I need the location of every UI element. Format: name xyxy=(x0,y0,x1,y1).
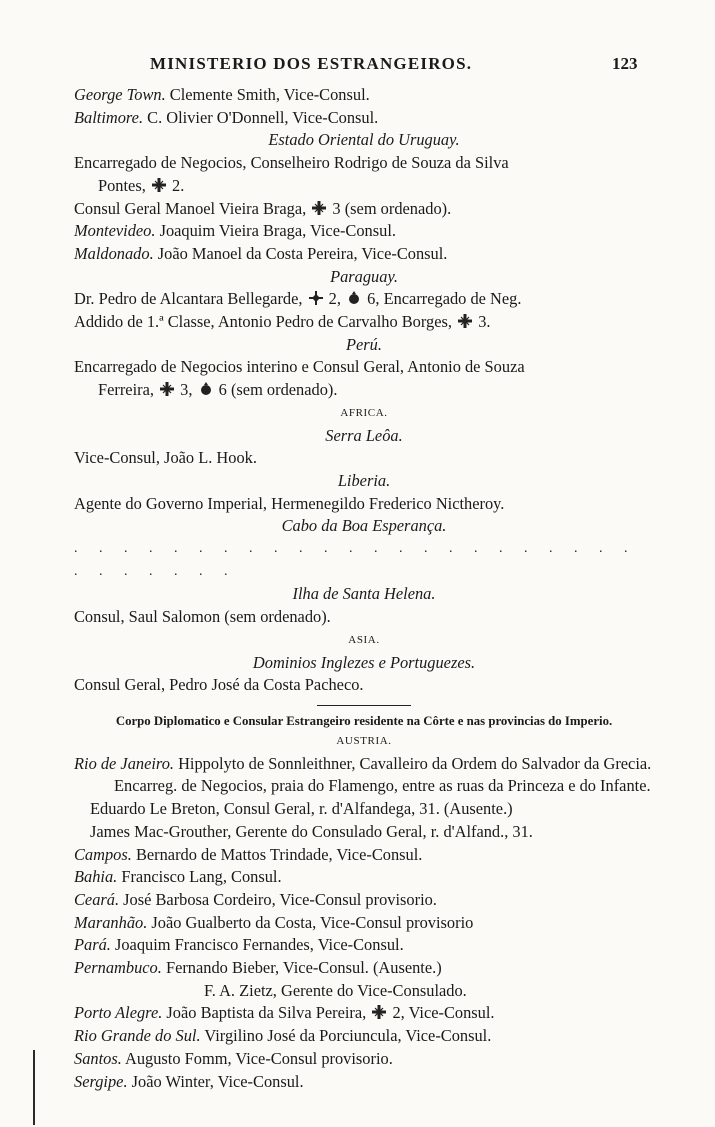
entry-text: João Baptista da Silva Pereira, xyxy=(162,1003,367,1023)
entry-line xyxy=(74,107,654,130)
entry-line: Encarregado de Negocios, Conselheiro Rodrigo de Souza da Silva xyxy=(74,153,509,173)
place-name: Santos. xyxy=(74,1048,122,1068)
place-name: Ceará. xyxy=(74,889,120,909)
subsection-heading: Ilha de Santa Helena. xyxy=(292,584,436,604)
entry-line: Encarregado de Negocios interino e Consul Geral, Antonio de Souza xyxy=(74,357,525,377)
entry-line xyxy=(74,1025,654,1048)
entry-line xyxy=(74,889,654,912)
place-name: Montevideo. xyxy=(74,221,156,241)
section-uruguay-heading: Estado Oriental do Uruguay. xyxy=(268,130,460,150)
medal-order-icon xyxy=(347,291,361,305)
entry-text: Augusto Fomm, Vice-Consul provisorio. xyxy=(121,1048,393,1068)
entry-text: 3 (sem ordenado). xyxy=(328,198,452,218)
running-title: MINISTERIO DOS ESTRANGEIROS. xyxy=(150,54,473,73)
entry-text: Ferreira, xyxy=(98,380,154,400)
entry-text: João Gualberto da Costa, Vice-Consul provisorio xyxy=(147,912,474,932)
entry-text: Joaquim Vieira Braga, Vice-Consul. xyxy=(155,221,396,241)
entry-line xyxy=(74,311,654,334)
entry-text: 6 (sem ordenado). xyxy=(214,380,338,400)
entry-line xyxy=(74,1048,654,1071)
entry-text: Joaquim Francisco Fernandes, Vice-Consul. xyxy=(110,935,404,955)
entry-line xyxy=(74,753,654,798)
place-name: Bahia. xyxy=(74,867,118,887)
leader-dots: . . . . . . . . . . . . . . . . . . . . . . . . . . . . . . xyxy=(74,541,637,579)
entry-text: Bernardo de Mattos Trindade, Vice-Consul. xyxy=(131,844,423,864)
entry-line xyxy=(74,912,654,935)
cross-order-icon xyxy=(152,178,166,192)
entry-line xyxy=(74,243,654,266)
place-name: Rio Grande do Sul. xyxy=(74,1026,201,1046)
entry-text: Francisco Lang, Consul. xyxy=(117,867,282,887)
place-name: Pernambuco. xyxy=(74,958,162,978)
entry-text: 3, xyxy=(176,380,193,400)
entry-text: João Manoel da Costa Pereira, Vice-Consul. xyxy=(153,243,448,263)
entry-text: 2. xyxy=(167,175,185,195)
entry-text: Fernando Bieber, Vice-Consul. (Ausente.) xyxy=(161,958,442,978)
page-body xyxy=(74,84,654,1093)
entry-line: Eduardo Le Breton, Consul Geral, r. d'Alfandega, 31. (Ausente.) xyxy=(90,799,513,819)
entry-line xyxy=(74,934,654,957)
entry-line xyxy=(74,220,654,243)
place-name: Maranhão. xyxy=(74,912,148,932)
entry-text: José Barbosa Cordeiro, Vice-Consul provisorio. xyxy=(119,889,437,909)
entry-line xyxy=(74,288,654,311)
place-name: George Town. xyxy=(74,85,166,104)
cross-order-icon xyxy=(372,1005,386,1019)
entry-text: C. Olivier O'Donnell, Vice-Consul. xyxy=(143,107,379,127)
running-header xyxy=(0,54,715,84)
entry-text: Pontes, xyxy=(98,175,146,195)
entry-line xyxy=(74,379,654,402)
entry-line: F. A. Zietz, Gerente do Vice-Consulado. xyxy=(204,980,467,1000)
entry-text: Virgilino José da Porciuncula, Vice-Consul. xyxy=(200,1026,492,1046)
entry-line xyxy=(74,198,654,221)
entry-line: Vice-Consul, João L. Hook. xyxy=(74,448,257,468)
rose-order-icon xyxy=(309,291,323,305)
section-africa-heading: AFRICA. xyxy=(340,406,388,419)
entry-text: Hippolyto de Sonnleithner, Cavalleiro da Ordem do Salvador da Grecia. Encarreg. de Negocios, praia do Flamengo, entre as ruas da Princeza e do Infante. xyxy=(114,753,652,796)
entry-line: Consul, Saul Salomon (sem ordenado). xyxy=(74,607,331,627)
entry-line: Agente do Governo Imperial, Hermenegildo Frederico Nictheroy. xyxy=(74,493,505,513)
entry-line xyxy=(74,866,654,889)
page-edge-mark xyxy=(33,1050,35,1125)
cross-order-icon xyxy=(312,201,326,215)
place-name: Campos. xyxy=(74,844,132,864)
section-asia-heading: ASIA. xyxy=(348,633,380,646)
page-number: 123 xyxy=(612,54,638,73)
medal-order-icon xyxy=(199,382,213,396)
subsection-heading: Cabo da Boa Esperança. xyxy=(281,516,447,536)
entry-text: 3. xyxy=(474,312,491,332)
place-name: Rio de Janeiro. xyxy=(74,753,174,773)
entry-line xyxy=(74,957,654,980)
entry-text: 6, Encarregado de Neg. xyxy=(363,289,522,309)
entry-line xyxy=(74,1002,654,1025)
entry-text: Addido de 1.ª Classe, Antonio Pedro de Carvalho Borges, xyxy=(74,312,452,332)
section-austria-heading: AUSTRIA. xyxy=(336,734,392,747)
subsection-heading: Serra Leôa. xyxy=(325,425,403,445)
entry-text: 2, Vice-Consul. xyxy=(388,1003,495,1023)
cross-order-icon xyxy=(160,382,174,396)
subsection-heading: Liberia. xyxy=(337,470,391,490)
place-name: Porto Alegre. xyxy=(74,1003,163,1023)
entry-line xyxy=(74,844,654,867)
cross-order-icon xyxy=(458,314,472,328)
place-name: Baltimore. xyxy=(74,107,144,127)
entry-line: Consul Geral, Pedro José da Costa Pacheco. xyxy=(74,675,364,695)
entry-line: James Mac-Grouther, Gerente do Consulado Geral, r. d'Alfand., 31. xyxy=(90,821,533,841)
place-name: Pará. xyxy=(74,935,111,955)
section-paraguay-heading: Paraguay. xyxy=(330,266,398,286)
entry-text: João Winter, Vice-Consul. xyxy=(127,1071,304,1091)
place-name: Maldonado. xyxy=(74,243,154,263)
entry-line xyxy=(74,1071,654,1094)
entry-text: Consul Geral Manoel Vieira Braga, xyxy=(74,198,307,218)
divider-rule xyxy=(317,705,411,706)
place-name: Sergipe. xyxy=(74,1071,128,1091)
entry-text: Clemente Smith, Vice-Consul. xyxy=(165,85,370,104)
entry-text: Dr. Pedro de Alcantara Bellegarde, xyxy=(74,289,303,309)
entry-text: 2, xyxy=(324,289,341,309)
entry-line xyxy=(74,84,654,107)
entry-line xyxy=(74,175,654,198)
corpo-diplomatico-heading: Corpo Diplomatico e Consular Estrangeiro residente na Côrte e nas provincias do Imperio. xyxy=(115,713,613,728)
subsection-heading: Dominios Inglezes e Portuguezes. xyxy=(252,652,476,672)
section-peru-heading: Perú. xyxy=(346,334,382,354)
